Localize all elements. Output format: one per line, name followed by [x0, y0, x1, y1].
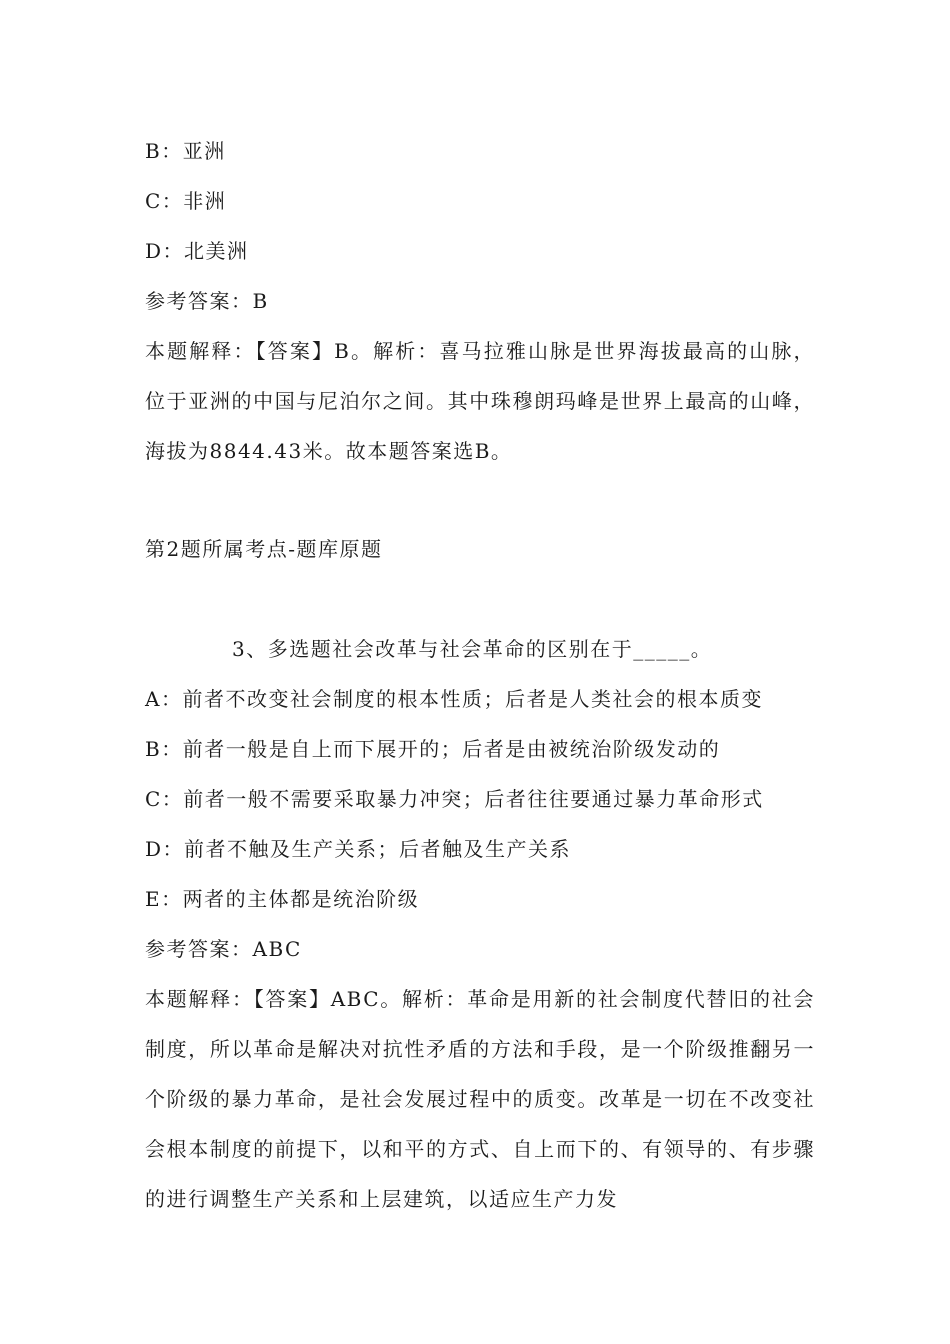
q3-option-d: D：前者不触及生产关系；后者触及生产关系 — [145, 837, 572, 861]
q3-option-a: A：前者不改变社会制度的根本性质；后者是人类社会的根本质变 — [145, 687, 763, 711]
q2-option-b: B：亚洲 — [145, 139, 226, 163]
q2-topic: 第2题所属考点-题库原题 — [145, 537, 383, 561]
q3-explanation: 本题解释：【答案】ABC。解析：革命是用新的社会制度代替旧的社会制度，所以革命是解决对抗性矛盾的方法和手段，是一个阶级推翻另一个阶级的暴力革命，是社会发展过程中的质变。改革是一切在不改变社会根本制度的前提下，以和平的方式、自上而下的、有领导的、有步骤的进行调整生产关系和上层建筑，以适应生产力发 — [145, 987, 815, 1211]
q3-option-e: E：两者的主体都是统治阶级 — [145, 887, 420, 911]
q3-option-c: C：前者一般不需要采取暴力冲突；后者往往要通过暴力革命形式 — [145, 787, 764, 811]
q3-answer: 参考答案：ABC — [145, 937, 302, 961]
q3-option-b: B：前者一般是自上而下展开的；后者是由被统治阶级发动的 — [145, 737, 721, 761]
q3-question: 3、多选题社会改革与社会革命的区别在于_____。 — [232, 637, 713, 661]
q2-answer: 参考答案：B — [145, 289, 269, 313]
q2-explanation: 本题解释：【答案】B。解析：喜马拉雅山脉是世界海拔最高的山脉，位于亚洲的中国与尼泊尔之间。其中珠穆朗玛峰是世界上最高的山峰，海拔为8844.43米。故本题答案选B。 — [145, 339, 815, 463]
q2-option-c: C：非洲 — [145, 189, 227, 213]
q2-option-d: D：北美洲 — [145, 239, 249, 263]
